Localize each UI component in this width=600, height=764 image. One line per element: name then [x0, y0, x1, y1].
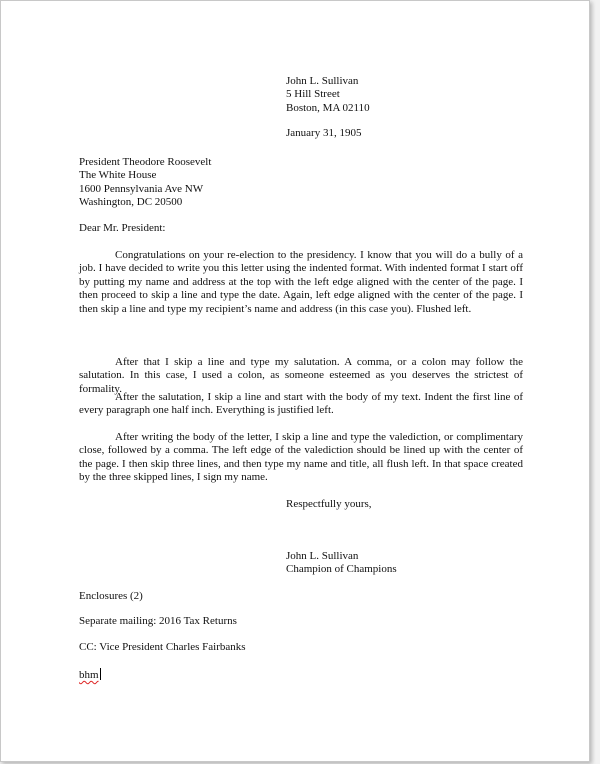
- text-cursor: [100, 668, 101, 680]
- body-paragraph-3: [79, 391, 523, 418]
- enclosures-note: [79, 590, 143, 603]
- signature-title: Champion of Champions: [286, 563, 397, 576]
- cc-text: CC: Vice President Charles Fairbanks: [79, 641, 246, 653]
- sender-address: [286, 75, 370, 115]
- closing-text: Respectfully yours,: [286, 498, 372, 510]
- separate-mailing-note: [79, 615, 237, 628]
- initials-text: bhm: [79, 669, 99, 681]
- body-paragraph-4: [79, 431, 523, 485]
- recipient-org: The White House: [79, 169, 157, 182]
- typist-initials[interactable]: [79, 668, 101, 682]
- salutation: [79, 222, 165, 235]
- body-paragraph-1: [79, 249, 523, 316]
- paragraph-2-text: After that I skip a line and type my salutation. A comma, or a colon may follow the salutation. In this case, I used a colon, as someone esteemed as you deserves the strictest of formality.: [79, 356, 523, 395]
- separate-mailing-text: Separate mailing: 2016 Tax Returns: [79, 615, 237, 627]
- cc-note: [79, 641, 246, 654]
- signature-block: [286, 550, 397, 577]
- signature-name: John L. Sullivan: [286, 550, 359, 562]
- paragraph-3-text: After the salutation, I skip a line and start with the body of my text. Indent the first line of every paragraph one half inch. Everything is justified left.: [79, 391, 523, 417]
- recipient-name: President Theodore Roosevelt: [79, 156, 212, 168]
- salutation-text: Dear Mr. President:: [79, 222, 166, 234]
- paragraph-1-text: Congratulations on your re-election to the presidency. I know that you will do a bully of a job. I have decided to write you this letter using the indented format. With indented format I start off by putting my name and address at the top with the left edge aligned with the center of the page. I then proceed to skip a line and type the date. Again, left edge aligned with the center of the page. I then skip a line and type my recipient’s name and address (in this case you). Flushed left.: [79, 249, 523, 315]
- sender-name: John L. Sullivan: [286, 75, 359, 87]
- enclosures-text: Enclosures (2): [79, 590, 143, 602]
- recipient-address: [79, 156, 211, 210]
- date-text: January 31, 1905: [286, 127, 362, 139]
- recipient-city: Washington, DC 20500: [79, 196, 183, 209]
- valediction: [286, 498, 372, 511]
- paragraph-4-text: After writing the body of the letter, I skip a line and type the valediction, or complimentary close, followed by a comma. The left edge of the valediction should be lined up with the center of the page. I then skip three lines, and then type my name and title, all flush left. In that space created by the three skipped lines, I sign my name.: [79, 431, 523, 484]
- sender-city: Boston, MA 02110: [286, 101, 370, 114]
- letter-date: [286, 127, 361, 140]
- recipient-street: 1600 Pennsylvania Ave NW: [79, 182, 204, 195]
- sender-street: 5 Hill Street: [286, 88, 340, 101]
